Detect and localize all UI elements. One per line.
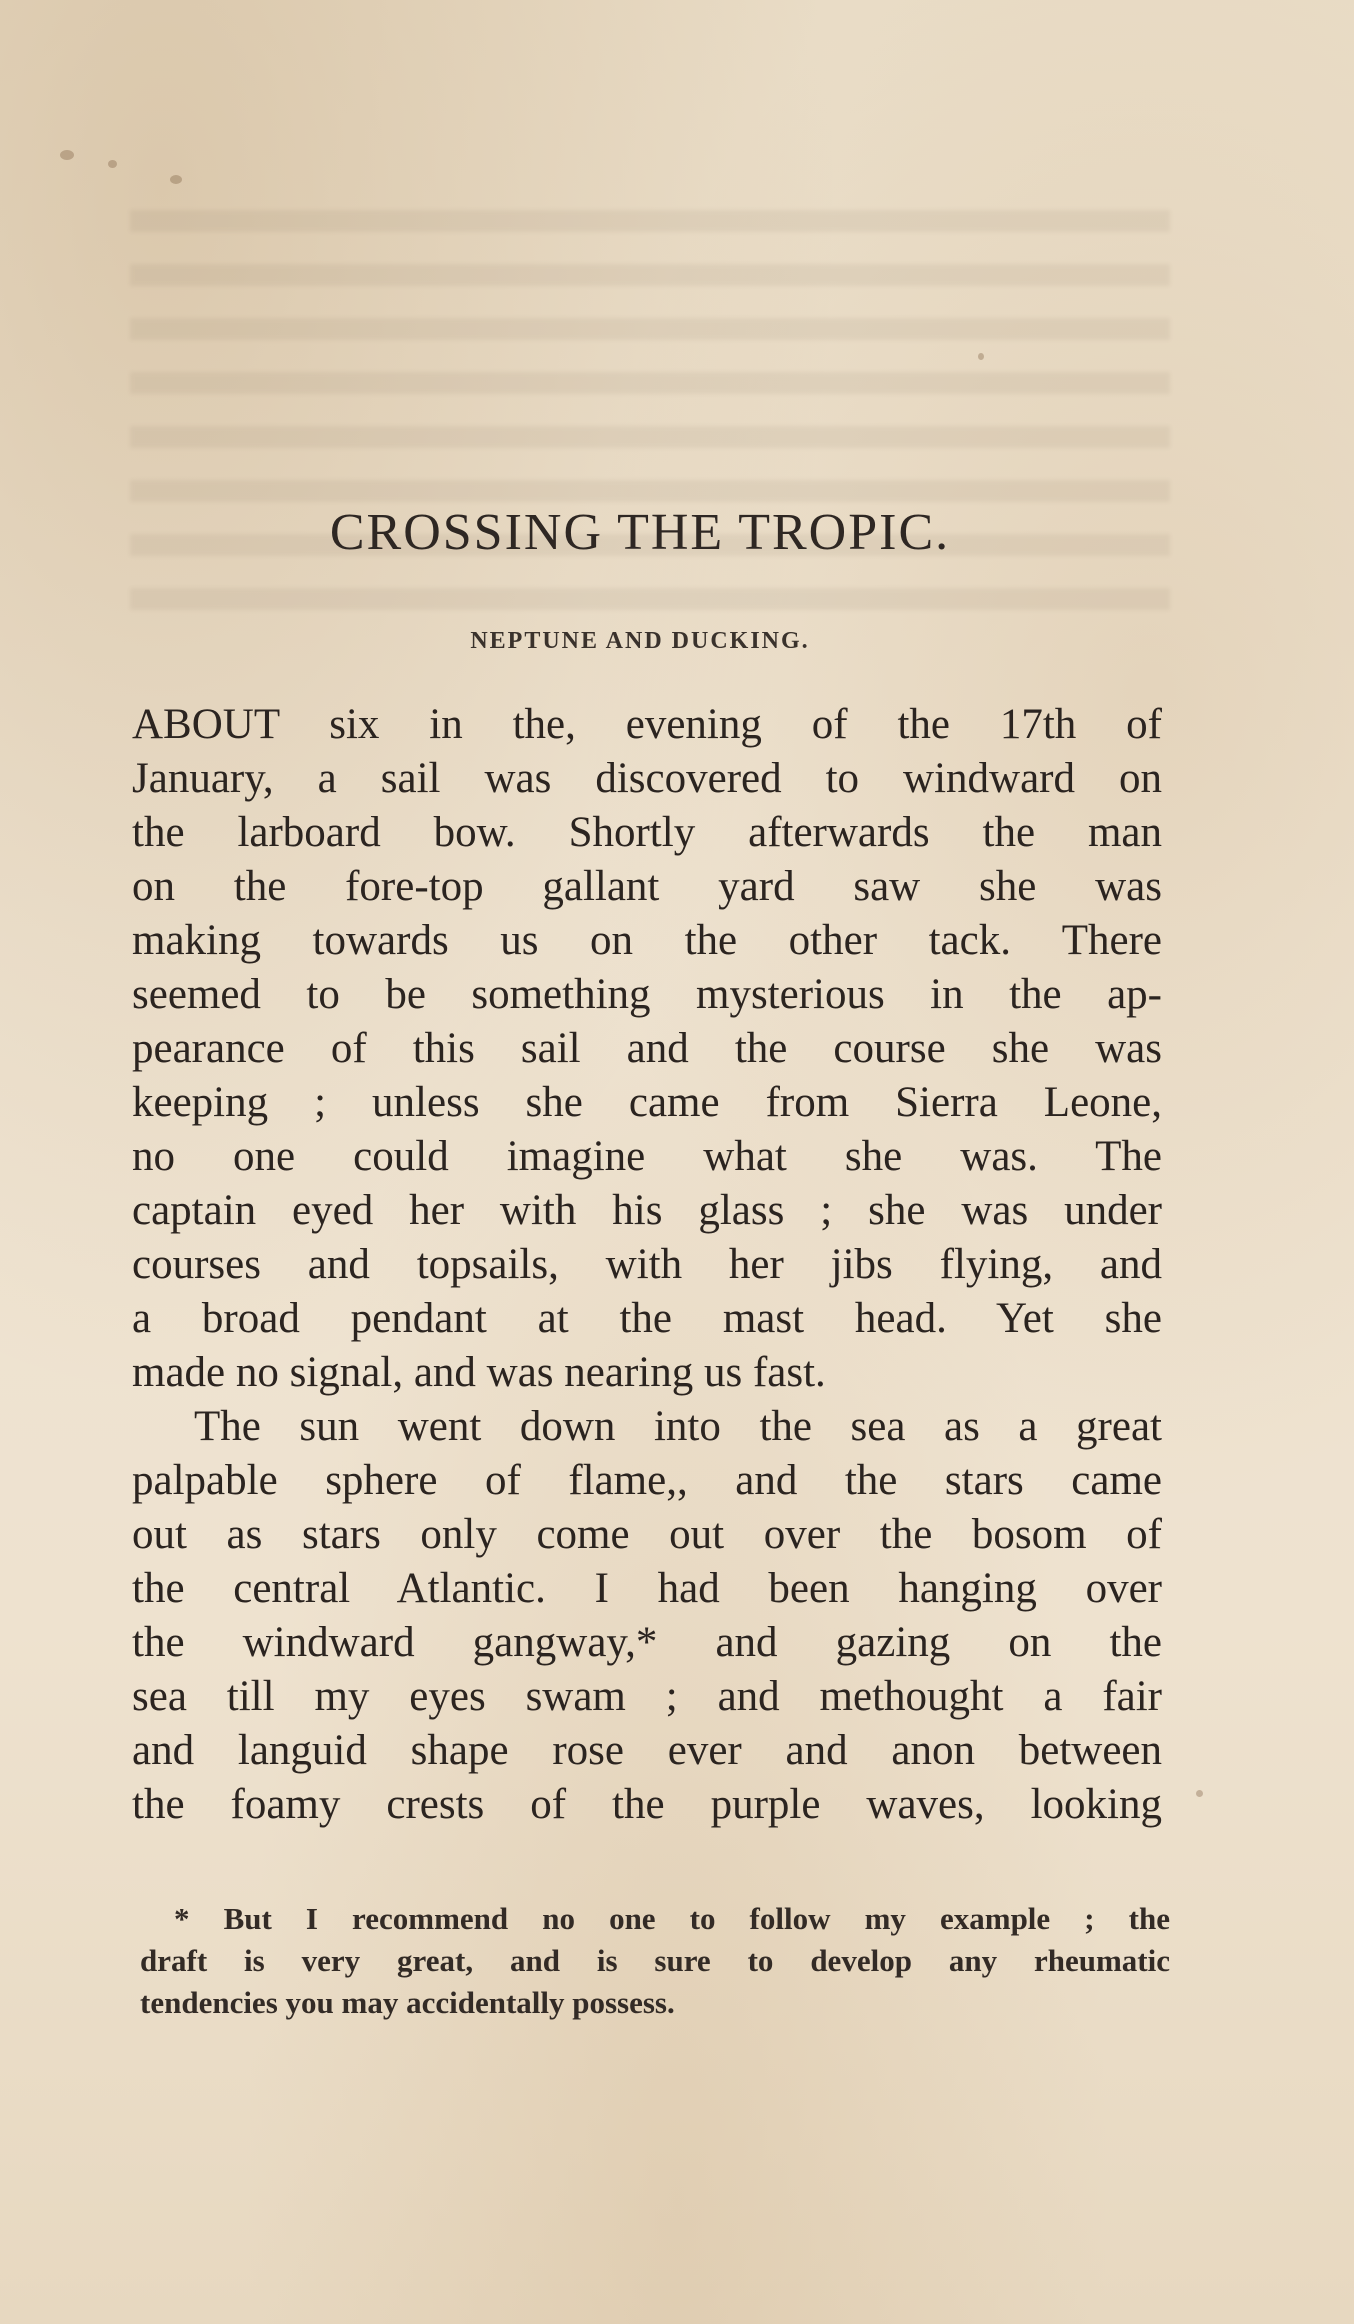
text-line: the central Atlantic. I had been hanging over xyxy=(132,1565,1162,1612)
chapter-subtitle: NEPTUNE AND DUCKING. xyxy=(470,628,810,654)
footnote-line: * But I recommend no one to follow my example ; the xyxy=(174,1901,1170,1936)
paragraph-2 xyxy=(132,1400,1162,1832)
text-line: courses and topsails, with her jibs flying, and xyxy=(132,1241,1162,1288)
text-line: on the fore-top gallant yard saw she was xyxy=(132,863,1162,910)
text-line: pearance of this sail and the course she was xyxy=(132,1025,1162,1072)
footnote xyxy=(140,1898,1170,2024)
footnote-line: draft is very great, and is sure to develop any rheumatic xyxy=(140,1943,1170,1978)
text-line: keeping ; unless she came from Sierra Leone, xyxy=(132,1079,1162,1126)
text-line: January, a sail was discovered to windward on xyxy=(132,755,1162,802)
text-line: the windward gangway,* and gazing on the xyxy=(132,1619,1162,1666)
show-through-text xyxy=(130,210,1170,630)
text-line: ABOUT six in the, evening of the 17th of xyxy=(132,701,1162,748)
text-line: the larboard bow. Shortly afterwards the man xyxy=(132,809,1162,856)
paragraph-1 xyxy=(132,698,1162,1400)
text-line: no one could imagine what she was. The xyxy=(132,1133,1162,1180)
foxing-spot xyxy=(170,175,182,184)
text-line: out as stars only come out over the bosom of xyxy=(132,1511,1162,1558)
foxing-spot xyxy=(1196,1790,1203,1797)
text-line: the foamy crests of the purple waves, looking xyxy=(132,1781,1162,1828)
body-text xyxy=(132,698,1162,1832)
foxing-spot xyxy=(978,353,984,360)
foxing-spot xyxy=(108,160,117,168)
text-line: a broad pendant at the mast head. Yet she xyxy=(132,1295,1162,1342)
text-line: The sun went down into the sea as a great xyxy=(194,1403,1162,1450)
footnote-line: tendencies you may accidentally possess. xyxy=(140,1985,675,2020)
text-line: sea till my eyes swam ; and methought a fair xyxy=(132,1673,1162,1720)
text-line: made no signal, and was nearing us fast. xyxy=(132,1349,826,1396)
text-line: and languid shape rose ever and anon between xyxy=(132,1727,1162,1774)
text-line: captain eyed her with his glass ; she was under xyxy=(132,1187,1162,1234)
text-line: seemed to be something mysterious in the ap- xyxy=(132,971,1162,1018)
chapter-title: CROSSING THE TROPIC. xyxy=(329,504,951,561)
text-line: making towards us on the other tack. There xyxy=(132,917,1162,964)
text-line: palpable sphere of flame,, and the stars came xyxy=(132,1457,1162,1504)
foxing-spot xyxy=(60,150,74,160)
